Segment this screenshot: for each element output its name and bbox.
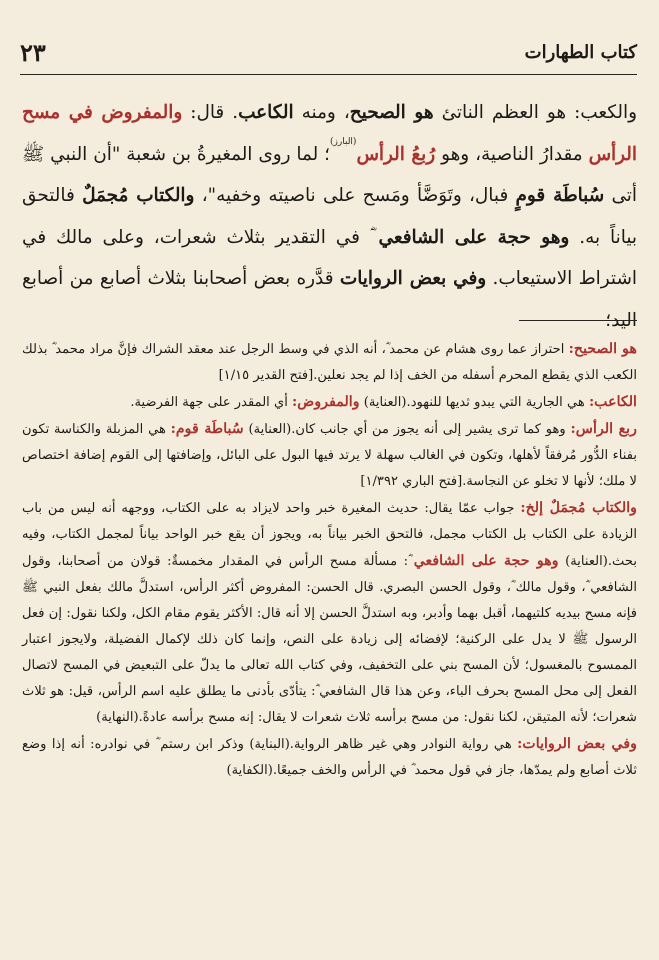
footnote-text: أي المقدر على جهة الفرضية. <box>130 395 293 410</box>
chapter-title: كتاب الطهارات <box>524 42 637 63</box>
footnote-text: جواب عمّا يقال: حديث المغيرة خبر واحد لايزاد به على الكتاب، ووجهه أنه ليس من باب الزيادة على الكتاب بل الكتاب مجمل، فالتحق الخبر بياناً به، ويجوز أن يقع خبر الواحد بياناً لمجمل الكتاب، وفيه بحث.(العناية) <box>22 501 638 569</box>
main-segment: . قال: <box>182 102 239 123</box>
footnote-text: هي رواية النوادر وهي غير ظاهر الرواية.(البناية) وذكر ابن رستم ؓ في نوادره: أنه إذا وضع ثلاث أصابع ولم يمدّها، جاز في قول محمد ؓ في الرأس والخف جميعًا.(الكفاية) <box>22 737 637 778</box>
footnotes <box>22 336 637 784</box>
main-segment: فبال، وتَوَضَّأ ومَسح على ناصيته وخفيه"، <box>194 185 516 206</box>
main-segment: مقدارُ الناصية، <box>469 143 589 165</box>
main-segment: ؓ في التقدير بثلاث شعرات، وعلى مالك في اشتراط الاستيعاب. <box>22 226 638 289</box>
footnote <box>22 495 637 731</box>
main-bold-segment: الكاعب <box>238 102 294 123</box>
marginal-reference: (البارز) <box>330 136 357 147</box>
footnote-term: ربع الرأس: <box>570 421 637 437</box>
main-red-heading: والمفروض في مسح الرأس <box>22 102 637 165</box>
footnote-term: وهو حجة على الشافعي <box>413 553 559 569</box>
footnote-term: وفي بعض الروايات: <box>517 736 637 752</box>
main-bold-segment: هو الصحيح <box>349 102 434 123</box>
main-bold-segment: وفي بعض الروايات <box>339 268 487 289</box>
footnote <box>22 389 637 416</box>
footnote-term: سُباطَة قوم: <box>170 421 244 437</box>
footnote-text: وهو كما ترى يشير إلى أنه يجوز من أي جانب كان.(العناية) <box>243 422 571 437</box>
footnote-text: هي المزبلة والكناسة تكون بفناء الدُّور مُرفقاً لأهلها، وتكون في الغالب سهلة لا يرتد فيها البول على البائل، وإضافتها إلى القوم إضافة اختصاص لا ملك؛ لأنها لا تخلو عن النجاسة.[فتح الباري ١/٣٩٢] <box>22 422 637 489</box>
footnote-text: احتراز عما روى هشام عن محمد ؓ، أنه الذي في وسط الرجل عند معقد الشراك فإنَّ مراد محمد ؓ بذلك الكعب الذي يقطع المحرم أسفله من الخف إذا لم يجد نعلين.[فتح القدير ١/١٥] <box>22 342 637 383</box>
footnote-term: والمفروض: <box>292 394 360 410</box>
footnote-text: ؓ: مسألة مسح الرأس في المقدار مخمسةٌ: قولان من أصحابنا، وقول الشافعي ؓ، وقول مالك ؓ، وقول الحسن البصري. قال الحسن: المفروض أكثر الرأس، استدلَّ مالك بفعل النبي ﷺ فإنه مسح بيديه كلتيهما، أقبل بهما وأدبر، وبه استدلَّ الحسن إلا أنه قال: الأكثر يقوم مقام الكل، ولكنا نقول: إن فعل الرسول ﷺ لا يدل على الركنية؛ لإفضائه إلى زيادة على النص، وإنما كان ذلك لإكمال الفضيلة، ولايجوز اعتبار الممسوح بالمغسول؛ لأن المسح بني على التخفيف، وفي كتاب الله تعالى ما يدلّ على التبعيض في المسح لاتصال الفعل إلى محل المسح بحرف الباء، وعن هذا قال الشافعي ؓ: يتأدّى بأدنى ما يطلق عليه اسم الرأس، قيل: هو ثلاث شعرات؛ لأنه المتيقن، لكنا نقول: من مسح برأسه ثلاث شعرات لا يقال: إنه مسح برأسه عادةً.(النهاية) <box>22 554 638 725</box>
main-segment: ، ومنه <box>293 102 350 123</box>
main-bold-segment: والكتاب مُجمَلٌ <box>82 185 195 206</box>
main-bold-segment: سُباطَة قومٍ <box>515 185 605 206</box>
main-paragraph <box>22 92 637 341</box>
main-bold-segment: وهو حجة على الشافعي <box>378 226 570 248</box>
footnote <box>22 731 637 784</box>
main-segment: وهو <box>435 143 470 165</box>
footnote-term: الكاعب: <box>588 394 637 410</box>
main-red-heading: رُبعُ الرأس <box>356 143 436 165</box>
page-number: ٢٣ <box>20 38 46 67</box>
main-segment: ؛ لما روى المغيرةُ بن شعبة "أن النبي ﷺ أتى <box>22 143 638 206</box>
main-text <box>22 92 637 341</box>
footnote <box>22 416 637 495</box>
footnote-text: هي الجارية التي يبدو ثديها للنهود.(العناية) <box>359 395 589 410</box>
main-segment: فالتحق بياناً به. <box>22 185 638 248</box>
footnote-divider <box>519 320 637 321</box>
main-segment: قدَّره بعض أصحابنا بثلاث أصابع من أصابع اليد؛ <box>22 268 637 331</box>
footnote-term: هو الصحيح: <box>568 341 637 357</box>
footnote-term: والكتاب مُجمَلٌ إلخ: <box>520 500 637 516</box>
page-header <box>20 38 637 75</box>
footnote <box>22 336 637 389</box>
main-segment: والكعب: هو العظم الناتئ <box>433 102 637 123</box>
